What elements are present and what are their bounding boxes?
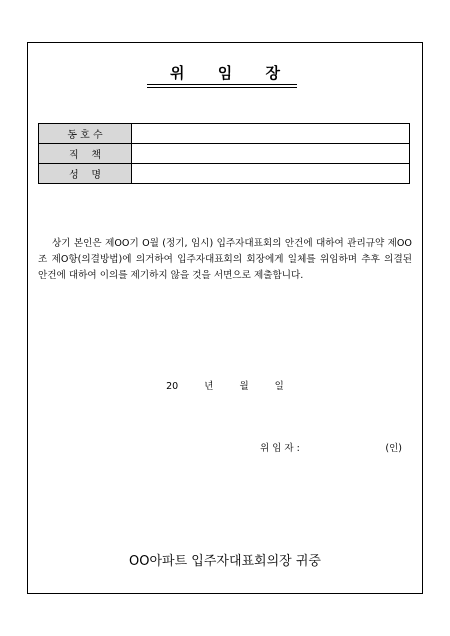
title-underline-second: [147, 87, 297, 88]
addressee: OO아파트 입주자대표회의장 귀중: [129, 554, 321, 569]
position-field[interactable]: [132, 144, 410, 164]
table-row: [39, 164, 410, 184]
title-underline: [147, 84, 297, 85]
name-field[interactable]: [132, 164, 410, 184]
name-label: 성 명: [39, 164, 132, 184]
title-char: 장: [265, 64, 280, 82]
document-title: [0, 62, 450, 83]
unit-number-label: 동 호 수: [39, 124, 132, 144]
table-row: [39, 144, 410, 164]
table-row: [39, 124, 410, 144]
delegator-label: 위 임 자 :: [260, 443, 300, 454]
info-table: [38, 123, 410, 184]
seal-mark: (인): [385, 443, 402, 454]
date-line: 20 년 월 일: [166, 381, 284, 392]
unit-number-field[interactable]: [132, 124, 410, 144]
title-char: 임: [217, 64, 233, 82]
title-char: 위: [170, 64, 185, 82]
position-label: 직 책: [39, 144, 132, 164]
body-paragraph: 상기 본인은 제OO기 O월 (정기, 임시) 입주자대표회의 안건에 대하여 관리규약 제OO조 제O항(의결방법)에 의거하여 입주자대표회의 회장에게 일체를 위임하며 추후 의결된 안건에 대하여 이의를 제기하지 않을 것을 서면으로 제출합니다.: [38, 238, 412, 281]
